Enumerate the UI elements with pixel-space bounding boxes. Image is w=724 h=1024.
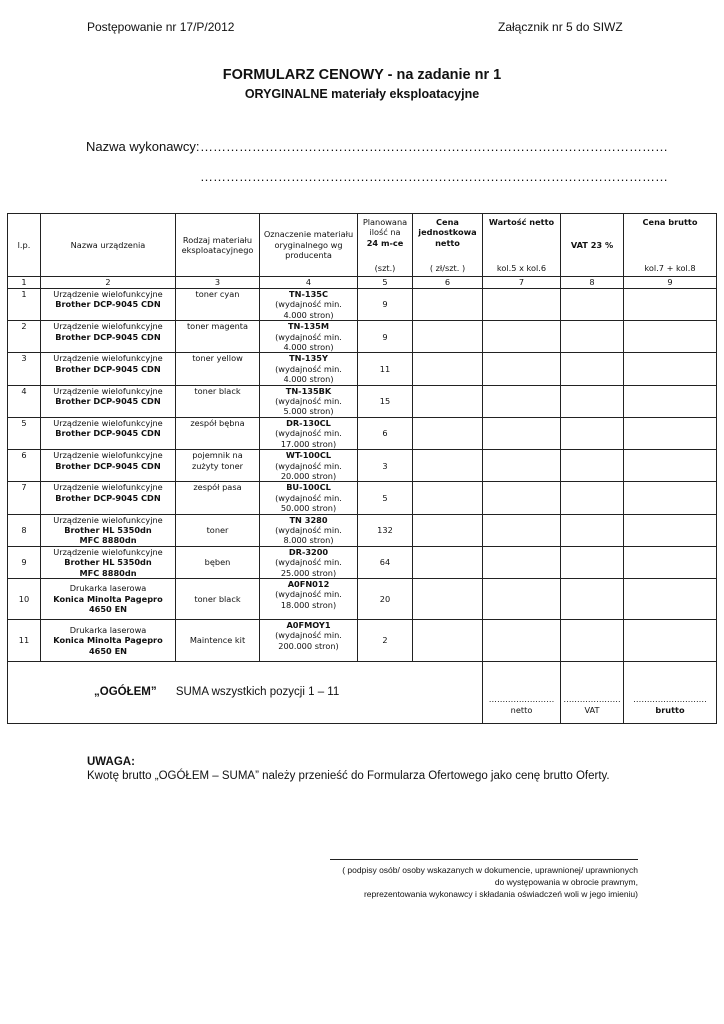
cell-device — [41, 578, 176, 619]
device-model: Brother DCP-9045 CDN — [55, 460, 161, 471]
header-gross-formula: kol.7 + kol.8 — [644, 262, 696, 273]
header-gross-price — [624, 214, 717, 277]
material-code: DR-130CL — [286, 417, 331, 428]
cell-unit-price[interactable] — [413, 514, 483, 546]
cell-net-value[interactable] — [483, 482, 561, 514]
cell-designation — [260, 353, 358, 385]
device-model: Brother HL 5350dn — [64, 524, 152, 535]
header-vat: VAT 23 % — [561, 214, 624, 277]
note-text: Kwotę brutto „OGÓŁEM – SUMA” należy przenieść do Formularza Ofertowego jako cenę brutto Oferty. — [87, 770, 610, 782]
material-yield-pages: 5.000 stron) — [283, 406, 334, 417]
column-number: 5 — [358, 277, 413, 289]
table-row — [8, 417, 717, 449]
material-yield: (wydajność min. — [275, 492, 342, 503]
cell-net-value[interactable] — [483, 450, 561, 482]
device-model-secondary: 4650 EN — [88, 645, 128, 656]
cell-designation — [260, 417, 358, 449]
cell-material-type: toner black — [176, 385, 260, 417]
cell-device — [41, 450, 176, 482]
summary-net-cell[interactable] — [483, 661, 561, 723]
cell-lp: 8 — [8, 514, 41, 546]
device-model: Konica Minolta Pagepro — [53, 635, 163, 646]
header-net-value-formula: kol.5 x kol.6 — [496, 262, 547, 273]
cell-gross-price[interactable] — [624, 417, 717, 449]
device-model: Konica Minolta Pagepro — [53, 593, 163, 604]
cell-lp: 5 — [8, 417, 41, 449]
device-model: Brother DCP-9045 CDN — [55, 299, 161, 310]
proceeding-number: Postępowanie nr 17/P/2012 — [87, 20, 235, 34]
material-code: TN-135BK — [285, 385, 332, 396]
table-header-row — [8, 214, 717, 277]
cell-net-value[interactable] — [483, 578, 561, 619]
contractor-name-field-line2[interactable]: ……………………………………………………………………………………………… — [200, 169, 668, 184]
cell-device — [41, 482, 176, 514]
summary-net-label: netto — [510, 704, 533, 715]
cell-quantity: 6 — [358, 417, 413, 449]
cell-vat[interactable] — [561, 321, 624, 353]
cell-material-type: toner yellow — [176, 353, 260, 385]
material-yield-pages: 8.000 stron) — [283, 535, 334, 546]
cell-gross-price[interactable] — [624, 289, 717, 321]
material-yield-pages: 200.000 stron) — [278, 640, 339, 651]
cell-net-value[interactable] — [483, 417, 561, 449]
contractor-name-label: Nazwa wykonawcy: — [86, 139, 200, 154]
cell-gross-price[interactable] — [624, 514, 717, 546]
cell-designation — [260, 321, 358, 353]
header-designation: Oznaczenie materiału oryginalnego wg producenta — [260, 214, 358, 277]
cell-material-type: toner magenta — [176, 321, 260, 353]
cell-designation — [260, 482, 358, 514]
cell-net-value[interactable] — [483, 546, 561, 578]
table-row — [8, 514, 717, 546]
device-model: Brother DCP-9045 CDN — [55, 396, 161, 407]
cell-net-value[interactable] — [483, 289, 561, 321]
material-yield-pages: 4.000 stron) — [283, 309, 334, 320]
cell-net-value[interactable] — [483, 514, 561, 546]
material-yield-pages: 20.000 stron) — [280, 470, 337, 481]
cell-unit-price[interactable] — [413, 482, 483, 514]
cell-quantity: 132 — [358, 514, 413, 546]
table-row — [8, 289, 717, 321]
cell-vat[interactable] — [561, 546, 624, 578]
cell-material-type: bęben — [176, 546, 260, 578]
summary-row — [8, 661, 717, 723]
cell-net-value[interactable] — [483, 353, 561, 385]
cell-designation — [260, 578, 358, 619]
device-type: Drukarka laserowa — [69, 583, 147, 594]
cell-quantity: 9 — [358, 321, 413, 353]
contractor-name-field[interactable]: ……………………………………………………………………………………………… — [200, 139, 668, 154]
table-row — [8, 321, 717, 353]
form-title: FORMULARZ CENOWY - na zadanie nr 1 — [222, 67, 502, 83]
device-model: Brother HL 5350dn — [64, 557, 152, 568]
cell-material-type: zespół pasa — [176, 482, 260, 514]
material-code: DR-3200 — [288, 546, 329, 557]
signature-caption-line2: do występowania w obrocie prawnym, — [494, 877, 638, 887]
cell-quantity: 15 — [358, 385, 413, 417]
header-unit-price-unit: ( zł/szt. ) — [429, 262, 466, 273]
column-number: 1 — [8, 277, 41, 289]
cell-gross-price[interactable] — [624, 482, 717, 514]
device-type: Drukarka laserowa — [69, 624, 147, 635]
cell-designation — [260, 546, 358, 578]
cell-quantity: 64 — [358, 546, 413, 578]
cell-unit-price[interactable] — [413, 353, 483, 385]
device-model-secondary: 4650 EN — [88, 604, 128, 615]
device-type: Urządzenie wielofunkcyjne — [53, 482, 163, 493]
device-type: Urządzenie wielofunkcyjne — [53, 321, 163, 332]
material-yield: (wydajność min. — [275, 524, 342, 535]
device-type: Urządzenie wielofunkcyjne — [53, 546, 163, 557]
cell-gross-price[interactable] — [624, 353, 717, 385]
cell-device — [41, 385, 176, 417]
material-code: TN-135M — [287, 321, 330, 332]
cell-quantity: 20 — [358, 578, 413, 619]
device-type: Urządzenie wielofunkcyjne — [53, 385, 163, 396]
cell-material-type: zespół bębna — [176, 417, 260, 449]
cell-device — [41, 619, 176, 661]
device-model-secondary: MFC 8880dn — [79, 567, 137, 578]
material-yield: (wydajność min. — [275, 363, 342, 374]
column-number: 9 — [624, 277, 717, 289]
device-model: Brother DCP-9045 CDN — [55, 428, 161, 439]
cell-designation — [260, 619, 358, 661]
cell-lp: 9 — [8, 546, 41, 578]
header-net-value-text: Wartość netto — [488, 217, 555, 227]
table-row — [8, 619, 717, 661]
cell-device — [41, 514, 176, 546]
column-number: 7 — [483, 277, 561, 289]
cell-gross-price[interactable] — [624, 450, 717, 482]
column-number: 8 — [561, 277, 624, 289]
note-heading: UWAGA: — [87, 756, 135, 768]
cell-device — [41, 289, 176, 321]
cell-designation — [260, 514, 358, 546]
material-yield: (wydajność min. — [275, 299, 342, 310]
summary-net-dots: …………………… — [488, 694, 555, 705]
price-table — [7, 213, 717, 724]
cell-unit-price[interactable] — [413, 578, 483, 619]
summary-vat-label: VAT — [584, 704, 600, 715]
cell-vat[interactable] — [561, 619, 624, 661]
cell-unit-price[interactable] — [413, 321, 483, 353]
summary-gross-dots: ……………………… — [633, 694, 707, 705]
material-code: WT-100CL — [285, 450, 332, 461]
header-unit-price-text: Cena jednostkowa netto — [418, 217, 477, 248]
cell-device — [41, 546, 176, 578]
summary-label-bold: „OGÓŁEM” — [94, 686, 157, 699]
device-type: Urządzenie wielofunkcyjne — [53, 514, 163, 525]
cell-designation — [260, 289, 358, 321]
cell-unit-price[interactable] — [413, 619, 483, 661]
material-code: A0FN012 — [287, 578, 330, 589]
header-quantity — [358, 214, 413, 277]
summary-label-text: SUMA wszystkich pozycji 1 – 11 — [175, 686, 340, 699]
header-quantity-period: 24 m-ce — [366, 237, 404, 248]
table-row — [8, 385, 717, 417]
cell-device — [41, 321, 176, 353]
device-model-secondary: MFC 8880dn — [79, 535, 137, 546]
cell-lp: 11 — [8, 619, 41, 661]
device-type: Urządzenie wielofunkcyjne — [53, 417, 163, 428]
header-lp: l.p. — [8, 214, 41, 277]
table-row — [8, 482, 717, 514]
cell-net-value[interactable] — [483, 619, 561, 661]
column-number: 6 — [413, 277, 483, 289]
signature-line — [330, 859, 638, 860]
cell-gross-price[interactable] — [624, 321, 717, 353]
cell-designation — [260, 385, 358, 417]
cell-quantity: 9 — [358, 289, 413, 321]
device-model: Brother DCP-9045 CDN — [55, 331, 161, 342]
cell-lp: 3 — [8, 353, 41, 385]
form-subtitle: ORYGINALNE materiały eksploatacyjne — [244, 87, 480, 101]
cell-device — [41, 417, 176, 449]
material-yield-pages: 4.000 stron) — [283, 374, 334, 385]
column-number: 3 — [176, 277, 260, 289]
attachment-number: Załącznik nr 5 do SIWZ — [498, 20, 623, 34]
device-type: Urządzenie wielofunkcyjne — [53, 450, 163, 461]
header-material-type: Rodzaj materiału eksploatacyjnego — [176, 214, 260, 277]
summary-gross-cell[interactable] — [624, 661, 717, 723]
cell-vat[interactable] — [561, 289, 624, 321]
column-number: 2 — [41, 277, 176, 289]
cell-gross-price[interactable] — [624, 619, 717, 661]
device-model: Brother DCP-9045 CDN — [55, 363, 161, 374]
cell-gross-price[interactable] — [624, 578, 717, 619]
cell-material-type: Maintence kit — [176, 619, 260, 661]
header-device: Nazwa urządzenia — [41, 214, 176, 277]
cell-vat[interactable] — [561, 353, 624, 385]
cell-quantity: 2 — [358, 619, 413, 661]
material-yield: (wydajność min. — [275, 630, 342, 641]
device-type: Urządzenie wielofunkcyjne — [53, 353, 163, 364]
cell-vat[interactable] — [561, 417, 624, 449]
cell-quantity: 11 — [358, 353, 413, 385]
summary-label — [8, 661, 483, 723]
table-row — [8, 353, 717, 385]
summary-vat-dots: ………………… — [563, 694, 621, 705]
header-quantity-text: Planowana ilość na — [362, 217, 408, 238]
cell-quantity: 3 — [358, 450, 413, 482]
table-row — [8, 450, 717, 482]
cell-material-type: toner — [176, 514, 260, 546]
cell-lp: 6 — [8, 450, 41, 482]
cell-unit-price[interactable] — [413, 385, 483, 417]
cell-net-value[interactable] — [483, 321, 561, 353]
column-number: 4 — [260, 277, 358, 289]
material-yield-pages: 50.000 stron) — [280, 503, 337, 514]
cell-lp: 2 — [8, 321, 41, 353]
signature-caption-line1: ( podpisy osób/ osoby wskazanych w dokumencie, uprawnionej/ uprawnionych — [342, 865, 638, 875]
material-yield: (wydajność min. — [275, 460, 342, 471]
device-type: Urządzenie wielofunkcyjne — [53, 289, 163, 299]
material-yield: (wydajność min. — [275, 428, 342, 439]
material-code: TN-135C — [289, 289, 328, 299]
cell-vat[interactable] — [561, 578, 624, 619]
material-yield: (wydajność min. — [275, 557, 342, 568]
summary-gross-label: brutto — [655, 704, 685, 715]
cell-material-type: toner cyan — [176, 289, 260, 321]
device-model: Brother DCP-9045 CDN — [55, 492, 161, 503]
cell-device — [41, 353, 176, 385]
cell-designation — [260, 450, 358, 482]
cell-lp: 7 — [8, 482, 41, 514]
column-number-row — [8, 277, 717, 289]
cell-vat[interactable] — [561, 514, 624, 546]
material-yield: (wydajność min. — [275, 396, 342, 407]
cell-vat[interactable] — [561, 385, 624, 417]
cell-unit-price[interactable] — [413, 450, 483, 482]
table-row — [8, 546, 717, 578]
cell-quantity: 5 — [358, 482, 413, 514]
summary-vat-cell[interactable] — [561, 661, 624, 723]
cell-material-type: pojemnik na zużyty toner — [176, 450, 260, 482]
material-code: TN-135Y — [289, 353, 328, 364]
cell-lp: 10 — [8, 578, 41, 619]
material-code: A0FMOY1 — [286, 619, 331, 630]
material-yield-pages: 4.000 stron) — [283, 342, 334, 353]
cell-net-value[interactable] — [483, 385, 561, 417]
signature-caption — [300, 864, 638, 900]
cell-vat[interactable] — [561, 450, 624, 482]
header-unit-price — [413, 214, 483, 277]
cell-unit-price[interactable] — [413, 417, 483, 449]
material-yield-pages: 17.000 stron) — [280, 438, 337, 449]
cell-lp: 1 — [8, 289, 41, 321]
cell-unit-price[interactable] — [413, 289, 483, 321]
header-gross-price-text: Cena brutto — [642, 217, 698, 227]
signature-caption-line3: reprezentowania wykonawcy i składania oświadczeń woli w jego imieniu) — [363, 889, 638, 899]
table-row — [8, 578, 717, 619]
cell-lp: 4 — [8, 385, 41, 417]
cell-unit-price[interactable] — [413, 546, 483, 578]
cell-gross-price[interactable] — [624, 385, 717, 417]
header-net-value — [483, 214, 561, 277]
material-yield: (wydajność min. — [275, 331, 342, 342]
material-code: BU-100CL — [286, 482, 331, 493]
cell-gross-price[interactable] — [624, 546, 717, 578]
material-code: TN 3280 — [289, 514, 328, 525]
cell-vat[interactable] — [561, 482, 624, 514]
header-quantity-unit: (szt.) — [374, 262, 396, 273]
cell-material-type: toner black — [176, 578, 260, 619]
material-yield-pages: 18.000 stron) — [280, 599, 337, 610]
table-body — [8, 289, 717, 662]
material-yield: (wydajność min. — [275, 589, 342, 600]
material-yield-pages: 25.000 stron) — [280, 567, 337, 578]
